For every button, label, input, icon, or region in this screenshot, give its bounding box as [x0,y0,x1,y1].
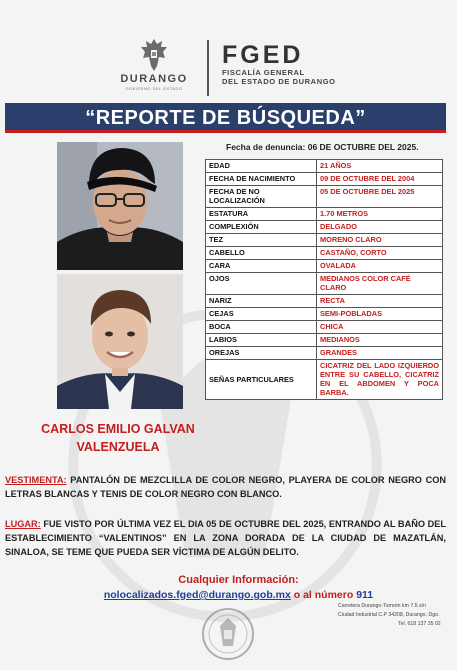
detail-label: FECHA DE NO LOCALIZACIÓN [206,186,317,208]
detail-value: 1.70 METROS [317,208,443,221]
detail-value: GRANDES [317,347,443,360]
address-block [338,602,456,629]
detail-value: 05 DE OCTUBRE DEL 2025 [317,186,443,208]
details-row [206,234,443,247]
detail-label: CARA [206,260,317,273]
detail-label: CEJAS [206,308,317,321]
clothing-label: VESTIMENTA: [5,475,67,485]
details-row [206,186,443,208]
contact-line [20,588,457,603]
detail-label: NARIZ [206,295,317,308]
header [0,30,457,102]
person-name-line-2: VALENZUELA [76,440,160,454]
report-title: “REPORTE DE BÚSQUEDA” [85,107,366,129]
location-label: LUGAR: [5,519,41,529]
fged-wordmark: FGED [222,41,304,69]
address-line-2: Ciudad Industrial C.P 34208, Durango, Dgo. [338,612,440,618]
detail-value: MORENO CLARO [317,234,443,247]
contact-phone-number[interactable]: 911 [356,589,374,601]
details-row [206,360,443,400]
header-divider [207,40,209,96]
clothing-text: PANTALÓN DE MEZCLILLA DE COLOR NEGRO, PLAYERA DE COLOR NEGRO CON LETRAS BLANCAS Y TENIS DE COLOR NEGRO CON BLANCO. [5,475,446,499]
title-bar [5,103,446,133]
detail-label: FECHA DE NACIMIENTO [206,173,317,186]
detail-value: 21 AÑOS [317,160,443,173]
person-photo-2 [57,274,183,409]
detail-label: OREJAS [206,347,317,360]
detail-value: SEMI-POBLADAS [317,308,443,321]
detail-label: ESTATURA [206,208,317,221]
address-line-1: Carretera Durango-Torreón km 7.5 s/n [338,603,426,609]
detail-label: EDAD [206,160,317,173]
fged-line-1: FISCALÍA GENERAL [222,68,305,77]
fged-logo [222,42,382,86]
person-photo-1-image [57,142,183,270]
detail-value: MEDIANOS COLOR CAFÉ CLARO [317,273,443,295]
detail-label: OJOS [206,273,317,295]
person-photo-1 [57,142,183,270]
complaint-date: Fecha de denuncia: 06 DE OCTUBRE DEL 2025. [226,142,419,152]
details-row [206,160,443,173]
address-phone: Tel. 618 137 35 02 [398,621,441,627]
details-row [206,247,443,260]
location-text: FUE VISTO POR ÚLTIMA VEZ EL DIA 05 DE OCTUBRE DEL 2025, ENTRANDO AL BAÑO DEL ESTABLECIMIENTO “VALENTINOS” EN LA ZONA DORADA DE LA CIUDAD DE MAZATLÁN, SINALOA, SE TEME QUE PUEDA SER VÍCTIMA DE ALGÚN DELITO. [5,519,446,557]
detail-label: CABELLO [206,247,317,260]
clothing-paragraph [5,473,446,501]
durango-crest-icon [139,38,169,72]
details-table [205,159,443,400]
detail-value: RECTA [317,295,443,308]
detail-value: MEDIANOS [317,334,443,347]
detail-label: SEÑAS PARTICULARES [206,360,317,400]
details-row [206,208,443,221]
details-row [206,334,443,347]
detail-value: DELGADO [317,221,443,234]
detail-value: CHICA [317,321,443,334]
contact-title: Cualquier Información: [178,574,299,586]
contact-or-text: o al número [290,589,357,601]
contact-block [0,573,457,603]
fged-seal-icon [200,606,256,664]
detail-value: CICATRIZ DEL LADO IZQUIERDO ENTRE SU CABELLO, CICATRIZ EN EL ABDOMEN Y POCA BARBA. [317,360,443,400]
detail-label: COMPLEXIÓN [206,221,317,234]
durango-logo [108,38,200,98]
detail-value: CASTAÑO, CORTO [317,247,443,260]
detail-label: LABIOS [206,334,317,347]
person-photo-2-image [57,274,183,409]
contact-email-link[interactable]: nolocalizados.fged@durango.gob.mx [103,589,291,601]
detail-label: TEZ [206,234,317,247]
detail-value: 09 DE OCTUBRE DEL 2004 [317,173,443,186]
details-row [206,260,443,273]
details-row [206,173,443,186]
details-row [206,221,443,234]
durango-subtitle: GOBIERNO DEL ESTADO [125,86,183,91]
details-row [206,273,443,295]
detail-label: BOCA [206,321,317,334]
detail-value: OVALADA [317,260,443,273]
details-row [206,321,443,334]
fged-line-2: DEL ESTADO DE DURANGO [222,77,336,86]
person-name-line-1: CARLOS EMILIO GALVAN [41,422,195,436]
details-row [206,295,443,308]
durango-wordmark: DURANGO [120,73,188,85]
location-paragraph [5,517,446,559]
details-row [206,347,443,360]
person-name [20,420,216,456]
details-row [206,308,443,321]
